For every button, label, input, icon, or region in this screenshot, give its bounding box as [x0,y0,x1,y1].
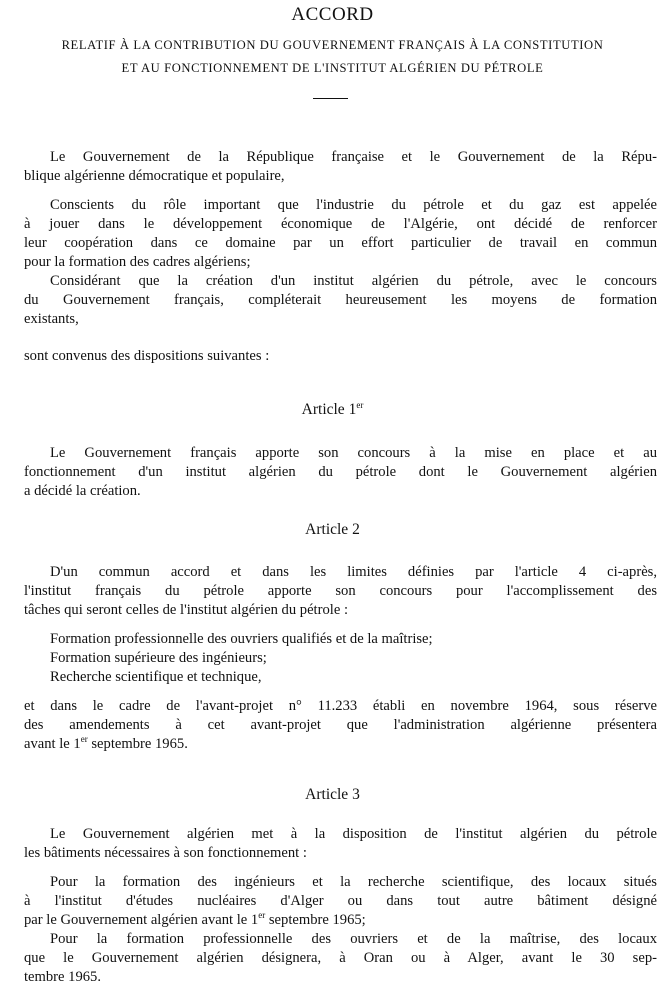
article-1-line: a décidé la création. [24,483,141,499]
document-title: ACCORD [291,4,374,25]
preamble-line: pour la formation des cadres algériens; [24,254,251,270]
document-subtitle-line-1: RELATIF À LA CONTRIBUTION DU GOUVERNEMENT FRANÇAIS À LA CONSTITUTION [61,38,604,52]
preamble-line: Conscients du rôle important que l'industrie du pétrole et du gaz est appelée [50,197,657,213]
article-2-heading: Article 2 [305,521,360,538]
preamble-line: du Gouvernement français, compléterait heureusement les moyens de formation [24,292,657,308]
article-2-line: l'institut français du pétrole apporte son concours pour l'accomplissement des [24,583,657,599]
preamble-line: existants, [24,311,79,327]
article-1-line: fonctionnement d'un institut algérien du pétrole dont le Gouvernement algérien [24,464,657,480]
preamble-line: blique algérienne démocratique et populaire, [24,168,285,184]
article-3-line: Le Gouvernement algérien met à la disposition de l'institut algérien du pétrole [50,826,657,842]
article-3-line: à l'institut d'études nucléaires d'Alger ou dans tout autre bâtiment désigné [24,893,657,909]
preamble-line: Considérant que la création d'un institut algérien du pétrole, avec le concours [50,273,657,289]
title-divider [313,98,348,99]
article-2-line: D'un commun accord et dans les limites définies par l'article 4 ci-après, [50,564,657,580]
article-1-heading: Article 1er [301,400,364,418]
article-3-line: Pour la formation professionnelle des ouvriers et de la maîtrise, des locaux [50,931,657,947]
preamble-line: Le Gouvernement de la République française et le Gouvernement de la Répu- [50,149,657,165]
article-3-line: tembre 1965. [24,969,102,985]
preamble-line: à jouer dans le développement économique de l'Algérie, ont décidé de renforcer [24,216,657,232]
article-2-line: tâches qui seront celles de l'institut algérien du pétrole : [24,602,348,618]
article-2-line: et dans le cadre de l'avant-projet n° 11.233 établi en novembre 1964, sous réserve [24,698,657,714]
preamble-line: leur coopération dans ce domaine par un effort particulier de travail en commun [24,235,657,251]
article-3-heading: Article 3 [305,786,360,803]
article-2-line: des amendements à cet avant-projet que l'administration algérienne présentera [24,717,657,733]
article-1-line: Le Gouvernement français apporte son concours à la mise en place et au [50,445,657,461]
article-3-line: par le Gouvernement algérien avant le 1er septembre 1965; [24,910,366,928]
document-subtitle-line-2: ET AU FONCTIONNEMENT DE L'INSTITUT ALGÉRIEN DU PÉTROLE [121,61,544,75]
article-2-list-item: Formation supérieure des ingénieurs; [50,650,267,666]
article-3-line: que le Gouvernement algérien désignera, à Oran ou à Alger, avant le 30 sep- [24,950,657,966]
article-2-list-item: Formation professionnelle des ouvriers qualifiés et de la maîtrise; [50,631,433,647]
article-2-list-item: Recherche scientifique et technique, [50,669,262,685]
article-3-line: les bâtiments nécessaires à son fonctionnement : [24,845,307,861]
article-2-line: avant le 1er septembre 1965. [24,734,188,752]
preamble-line: sont convenus des dispositions suivantes : [24,348,270,364]
article-3-line: Pour la formation des ingénieurs et la recherche scientifique, des locaux situés [50,874,657,890]
